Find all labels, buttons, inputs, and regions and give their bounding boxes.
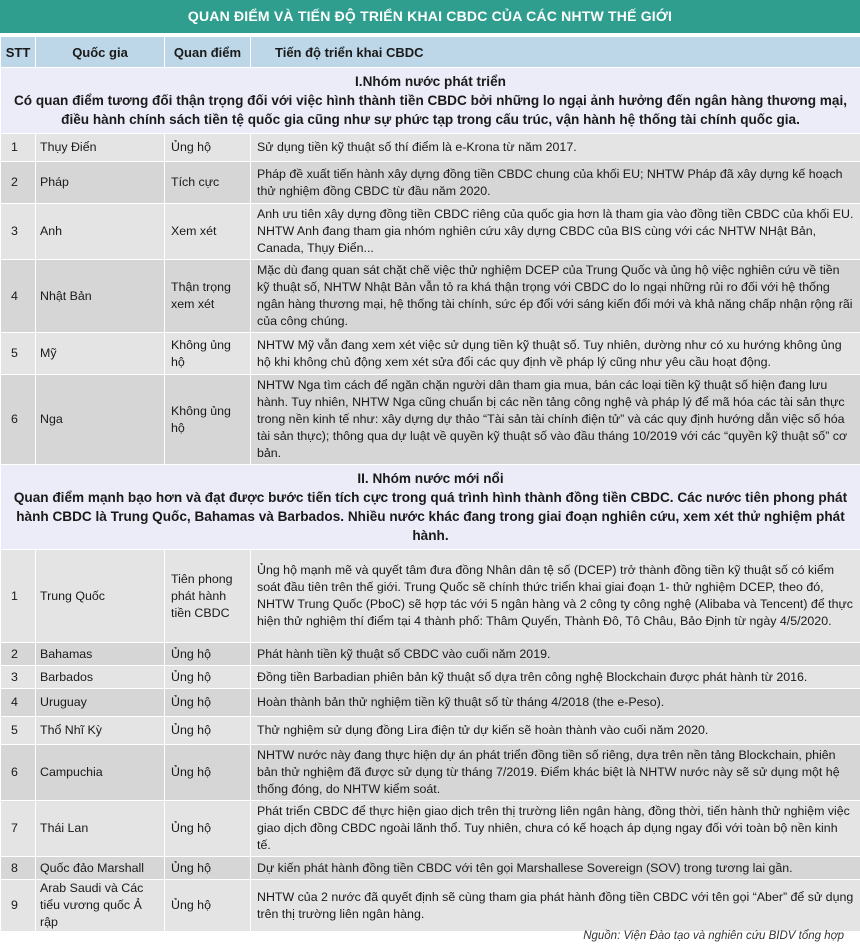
row-progress: Hoàn thành bản thử nghiệm tiền kỹ thuật số từ tháng 4/2018 (the e-Peso).: [251, 689, 860, 717]
row-stt: 2: [1, 643, 36, 666]
table-row: [1, 717, 860, 745]
group-developed: [1, 68, 860, 465]
table-row: [1, 550, 860, 643]
row-stt: 5: [1, 333, 36, 375]
table-row: [1, 880, 860, 932]
row-stt: 8: [1, 857, 36, 880]
group-description: Có quan điểm tương đối thận trọng đối với việc hình thành tiền CBDC bởi những lo ngại ảnh hưởng đến ngân hàng thương mại, điều hành chính sách tiền tệ quốc gia cũng như sự phức tạp trong cấu trúc, vận hành hệ thống tài chính quốc gia.: [13, 93, 848, 127]
row-progress: NHTW nước này đang thực hiện dự án phát triển đồng tiền số riêng, dựa trên nền tảng Blockchain, phiên bản thử nghiệm đã được sử dụng từ tháng 7/2019. Điểm khác biệt là NHTW nước này sẽ sử dụng một hệ thống đóng, do NHTW kiểm soát.: [251, 745, 860, 801]
row-progress: Pháp đề xuất tiến hành xây dựng đồng tiền CBDC chung của khối EU; NHTW Pháp đã xây dựng kế hoạch thử nghiệm đồng CBDC từ đầu năm 2020.: [251, 162, 860, 204]
row-country: Quốc đảo Marshall: [36, 857, 165, 880]
row-country: Bahamas: [36, 643, 165, 666]
row-stt: 4: [1, 689, 36, 717]
row-view: Không ủng hộ: [165, 333, 251, 375]
header-progress: Tiến độ triển khai CBDC: [251, 37, 860, 68]
row-country: Uruguay: [36, 689, 165, 717]
row-country: Mỹ: [36, 333, 165, 375]
row-stt: 4: [1, 260, 36, 333]
row-progress: Dự kiến phát hành đồng tiền CBDC với tên gọi Marshallese Sovereign (SOV) trong tương lai gần.: [251, 857, 860, 880]
row-view: Tích cực: [165, 162, 251, 204]
row-view: Ủng hộ: [165, 666, 251, 689]
row-progress: NHTW của 2 nước đã quyết định sẽ cùng tham gia phát hành đồng tiền CBDC với tên gọi “Aber” để sử dụng trên thị trường liên ngân hàng.: [251, 880, 860, 932]
table-row: [1, 204, 860, 260]
table-row: [1, 134, 860, 162]
row-progress: Anh ưu tiên xây dựng đồng tiền CBDC riêng của quốc gia hơn là tham gia vào đồng tiền CBDC của khối EU. NHTW Anh đang tham gia nhóm nghiên cứu xây dựng CBDC của BIS cùng với các NHTW NHật Bản, Canada, Thụy Điển...: [251, 204, 860, 260]
row-view: Ủng hộ: [165, 134, 251, 162]
table-row: [1, 375, 860, 465]
row-view: Thận trọng xem xét: [165, 260, 251, 333]
header-stt: STT: [1, 37, 36, 68]
table-row: [1, 666, 860, 689]
group-title: II. Nhóm nước mới nổi: [357, 471, 504, 486]
row-view: Ủng hộ: [165, 745, 251, 801]
row-country: Nhật Bản: [36, 260, 165, 333]
row-progress: Sử dụng tiền kỹ thuật số thí điểm là e-Krona từ năm 2017.: [251, 134, 860, 162]
row-view: Ủng hộ: [165, 880, 251, 932]
row-country: Anh: [36, 204, 165, 260]
source-note: Nguồn: Viện Đào tạo và nghiên cứu BIDV tổng hợp: [583, 930, 844, 942]
row-view: Ủng hộ: [165, 689, 251, 717]
header-view: Quan điểm: [165, 37, 251, 68]
row-stt: 6: [1, 375, 36, 465]
group-header-row: [1, 465, 860, 550]
table-row: [1, 260, 860, 333]
row-progress: NHTW Mỹ vẫn đang xem xét việc sử dụng tiền kỹ thuật số. Tuy nhiên, dường như có xu hướng không ủng hộ khi không chủ động xem xét sửa đổi các quy định về pháp lý cũng như yêu cầu hoạt động.: [251, 333, 860, 375]
table-row: [1, 643, 860, 666]
table-title: QUAN ĐIỂM VÀ TIẾN ĐỘ TRIỂN KHAI CBDC CỦA CÁC NHTW THẾ GIỚI: [0, 0, 860, 36]
table-row: [1, 857, 860, 880]
row-country: Arab Saudi và Các tiểu vương quốc Ả rập: [36, 880, 165, 932]
row-stt: 6: [1, 745, 36, 801]
row-country: Campuchia: [36, 745, 165, 801]
row-stt: 2: [1, 162, 36, 204]
row-progress: Ủng hộ mạnh mẽ và quyết tâm đưa đồng Nhân dân tệ số (DCEP) trở thành đồng tiền kỹ thuật số có kiểm soát đầu tiên trên thế giới. Trung Quốc sẽ chính thức triển khai giai đoạn 1- thử nghiệm DCEP, theo đó, NHTW Trung Quốc (PboC) sẽ hợp tác với 5 ngân hàng và 2 công ty công nghệ (Alibaba và Tencent) để thực hiện thử nghiệm thí điểm tại 4 thành phố: Thâm Quyến, Thành Đô, Tô Châu, Bảo Định từ ngày 4/5/2020.: [251, 550, 860, 643]
row-stt: 3: [1, 666, 36, 689]
table-row: [1, 162, 860, 204]
row-progress: Phát triển CBDC để thực hiện giao dịch trên thị trường liên ngân hàng, đồng thời, tiến hành thử nghiệm việc giao dịch đồng CBDC ngoài lãnh thổ. Tuy nhiên, chưa có kế hoạch áp dụng ngay đối với toàn bộ nền kinh tế.: [251, 801, 860, 857]
group-emerging: [1, 465, 860, 932]
row-progress: Đồng tiền Barbadian phiên bản kỹ thuật số dựa trên công nghệ Blockchain được phát hành từ 2016.: [251, 666, 860, 689]
group-description: Quan điểm mạnh bạo hơn và đạt được bước tiến tích cực trong quá trình hình thành đồng tiền CBDC. Các nước tiên phong phát hành CBDC là Trung Quốc, Bahamas và Barbados. Nhiều nước khác đang trong giai đoạn nghiên cứu, xem xét thử nghiệm phát hành.: [13, 490, 848, 543]
row-view: Không ủng hộ: [165, 375, 251, 465]
row-country: Trung Quốc: [36, 550, 165, 643]
row-view: Tiên phong phát hành tiền CBDC: [165, 550, 251, 643]
table-row: [1, 333, 860, 375]
row-stt: 3: [1, 204, 36, 260]
header-country: Quốc gia: [36, 37, 165, 68]
row-stt: 7: [1, 801, 36, 857]
row-view: Ủng hộ: [165, 717, 251, 745]
row-view: Ủng hộ: [165, 801, 251, 857]
row-stt: 5: [1, 717, 36, 745]
group-header-cell: [1, 465, 860, 550]
row-stt: 1: [1, 134, 36, 162]
row-country: Thổ Nhĩ Kỳ: [36, 717, 165, 745]
group-header-row: [1, 68, 860, 134]
cbdc-table: [0, 36, 860, 932]
table-row: [1, 745, 860, 801]
group-header-cell: [1, 68, 860, 134]
table-row: [1, 801, 860, 857]
row-country: Nga: [36, 375, 165, 465]
row-country: Thái Lan: [36, 801, 165, 857]
header-row: [1, 37, 860, 68]
row-stt: 9: [1, 880, 36, 932]
row-progress: Thử nghiệm sử dụng đồng Lira điện tử dự kiến sẽ hoàn thành vào cuối năm 2020.: [251, 717, 860, 745]
row-progress: Mặc dù đang quan sát chặt chẽ việc thử nghiệm DCEP của Trung Quốc và ủng hộ việc nghiên cứu về tiền kỹ thuật số, NHTW Nhật Bản vẫn tỏ ra khá thận trọng với CBDC do lo ngại những rủi ro đối với hệ thống ngân hàng thương mại, hệ thống tài chính, sức ép đổi với sáng kiến đổi mới và khả năng chấp nhận rộng rãi của công chúng.: [251, 260, 860, 333]
row-country: Barbados: [36, 666, 165, 689]
row-progress: Phát hành tiền kỹ thuật số CBDC vào cuối năm 2019.: [251, 643, 860, 666]
row-view: Ủng hộ: [165, 857, 251, 880]
row-progress: NHTW Nga tìm cách để ngăn chặn người dân tham gia mua, bán các loại tiền kỹ thuật số hiện đang lưu hành. Tuy nhiên, NHTW Nga cũng chuẩn bị các nền tảng công nghệ và pháp lý để mã hóa các tài sản thực trong nền kinh tế như: xây dựng dự thảo “Tài sản tài chính điện tử” và các quy định hướng dẫn việc số hóa tài sản thực); thông qua dự luật về quyền kỹ thuật số vào đầu tháng 10/2019 với các “quyền kỹ thuật số” cơ bản.: [251, 375, 860, 465]
row-country: Pháp: [36, 162, 165, 204]
row-view: Xem xét: [165, 204, 251, 260]
row-view: Ủng hộ: [165, 643, 251, 666]
row-stt: 1: [1, 550, 36, 643]
group-title: I.Nhóm nước phát triển: [355, 74, 506, 89]
table-row: [1, 689, 860, 717]
row-country: Thụy Điển: [36, 134, 165, 162]
